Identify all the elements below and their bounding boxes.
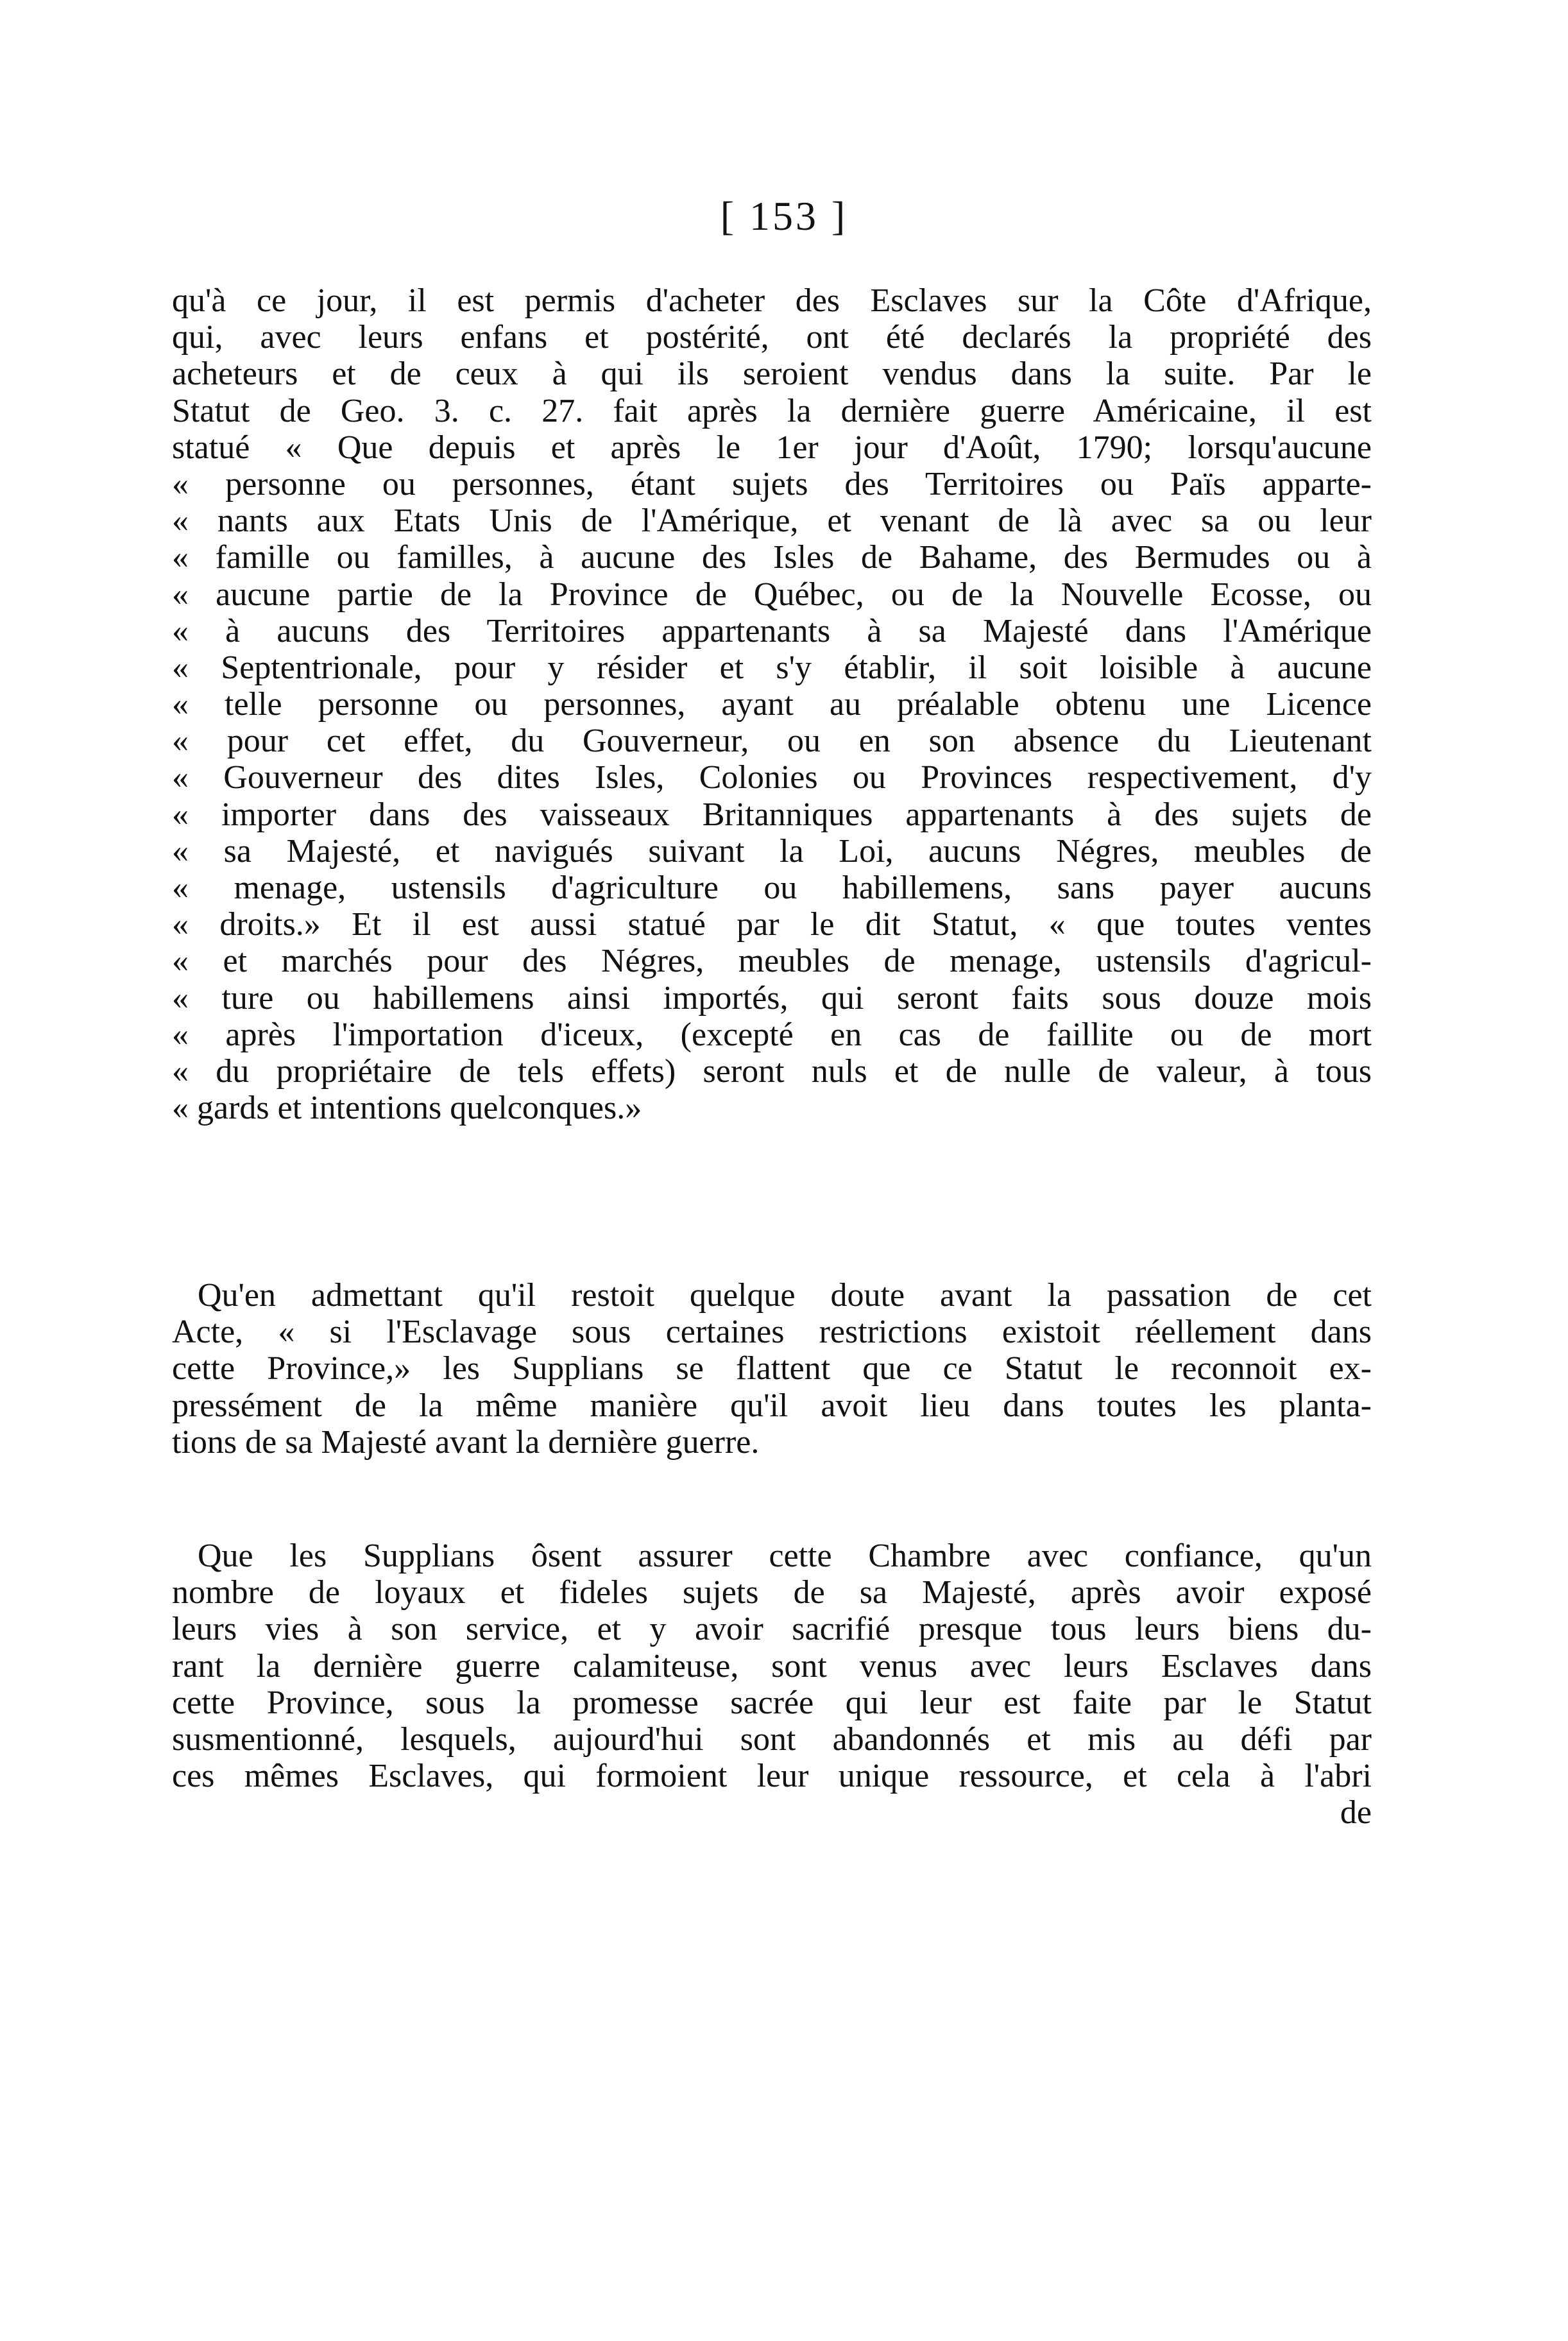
text-line: « et marchés pour des Négres, meubles de menage, ustensils d'agricul- bbox=[172, 943, 1372, 980]
text-line: « gards et intentions quelconques.» bbox=[172, 1090, 642, 1127]
text-line: « aucune partie de la Province de Québec, ou de la Nouvelle Ecosse, ou bbox=[172, 576, 1372, 613]
page-number: [ 153 ] bbox=[720, 193, 848, 239]
text-line: statué « Que depuis et après le 1er jour d'Août, 1790; lorsqu'aucune bbox=[172, 429, 1372, 466]
text-line: « personne ou personnes, étant sujets des Territoires ou Païs apparte- bbox=[172, 465, 1372, 502]
text-line: « telle personne ou personnes, ayant au préalable obtenu une Licence bbox=[172, 686, 1372, 723]
text-line: « Septentrionale, pour y résider et s'y établir, il soit loisible à aucune bbox=[172, 649, 1372, 686]
text-line: cette Province,» les Supplians se flattent que ce Statut le reconnoit ex- bbox=[172, 1350, 1372, 1387]
text-line: « menage, ustensils d'agriculture ou habillemens, sans payer aucuns bbox=[172, 870, 1372, 906]
text-line: « nants aux Etats Unis de l'Amérique, et venant de là avec sa ou leur bbox=[172, 502, 1372, 540]
paragraph-admission bbox=[172, 1277, 1372, 1461]
text-line: qui, avec leurs enfans et postérité, ont été declarés la propriété des bbox=[172, 319, 1372, 356]
text-line: « pour cet effet, du Gouverneur, ou en son absence du Lieutenant bbox=[172, 723, 1372, 760]
text-line: nombre de loyaux et fideles sujets de sa Majesté, après avoir exposé bbox=[172, 1574, 1372, 1611]
text-line: « sa Majesté, et navigués suivant la Loi, aucuns Négres, meubles de bbox=[172, 832, 1372, 870]
text-line: « du propriétaire de tels effets) seront nuls et de nulle de valeur, à tous bbox=[172, 1052, 1372, 1090]
catchword: de bbox=[1340, 1794, 1372, 1831]
text-line: Acte, « si l'Esclavage sous certaines restrictions existoit réellement dans bbox=[172, 1314, 1372, 1351]
text-line: « après l'importation d'iceux, (excepté en cas de faillite ou de mort bbox=[172, 1016, 1372, 1053]
text-line: rant la dernière guerre calamiteuse, sont venus avec leurs Esclaves dans bbox=[172, 1647, 1372, 1685]
paragraph-supplicants bbox=[172, 1538, 1372, 1831]
text-line: cette Province, sous la promesse sacrée qui leur est faite par le Statut bbox=[172, 1684, 1372, 1721]
text-line: ces mêmes Esclaves, qui formoient leur unique ressource, et cela à l'abri bbox=[172, 1758, 1372, 1795]
text-line: susmentionné, lesquels, aujourd'hui sont abandonnés et mis au défi par bbox=[172, 1720, 1372, 1758]
text-line: « à aucuns des Territoires appartenants à sa Majesté dans l'Amérique bbox=[172, 612, 1372, 649]
text-line: acheteurs et de ceux à qui ils seroient vendus dans la suite. Par le bbox=[172, 356, 1372, 393]
text-line: « importer dans des vaisseaux Britanniques appartenants à des sujets de bbox=[172, 796, 1372, 833]
text-line: « famille ou familles, à aucune des Isles de Bahame, des Bermudes ou à bbox=[172, 539, 1372, 576]
text-line: tions de sa Majesté avant la dernière guerre. bbox=[172, 1423, 760, 1461]
text-line: pressément de la même manière qu'il avoit lieu dans toutes les planta- bbox=[172, 1387, 1372, 1424]
text-line: qu'à ce jour, il est permis d'acheter des Esclaves sur la Côte d'Afrique, bbox=[172, 282, 1372, 319]
text-line: Qu'en admettant qu'il restoit quelque doute avant la passation de cet bbox=[198, 1277, 1372, 1314]
paragraph-statute bbox=[172, 282, 1372, 1126]
text-line: leurs vies à son service, et y avoir sacrifié presque tous leurs biens du- bbox=[172, 1611, 1372, 1648]
text-line: « ture ou habillemens ainsi importés, qui seront faits sous douze mois bbox=[172, 979, 1372, 1016]
text-line: « Gouverneur des dites Isles, Colonies ou Provinces respectivement, d'y bbox=[172, 759, 1372, 796]
text-line: « droits.» Et il est aussi statué par le dit Statut, « que toutes ventes bbox=[172, 906, 1372, 943]
text-line: Statut de Geo. 3. c. 27. fait après la dernière guerre Américaine, il est bbox=[172, 392, 1372, 429]
text-line: Que les Supplians ôsent assurer cette Chambre avec confiance, qu'un bbox=[198, 1538, 1372, 1574]
